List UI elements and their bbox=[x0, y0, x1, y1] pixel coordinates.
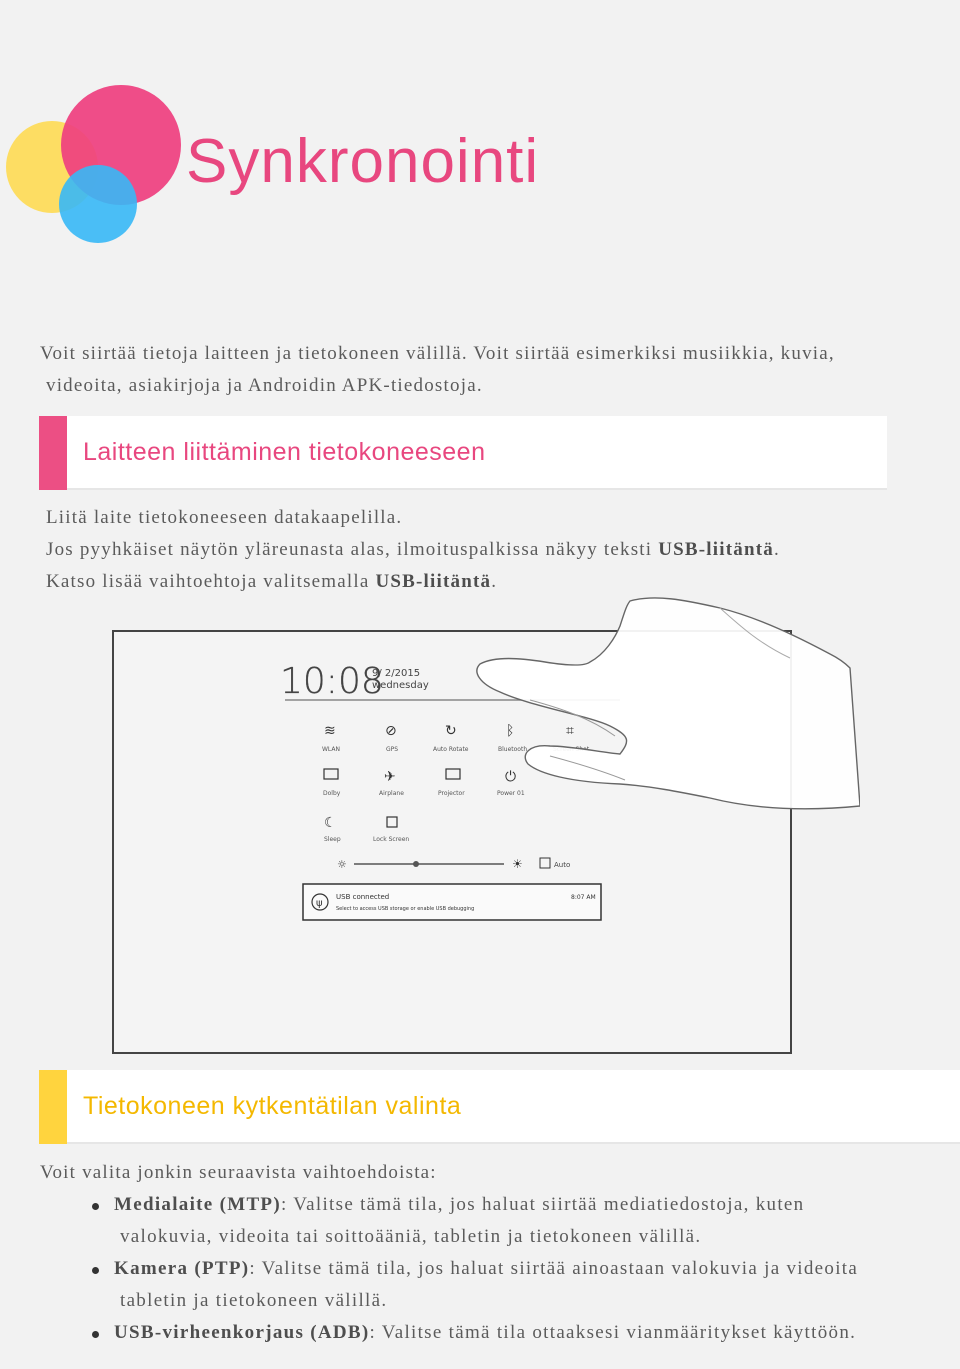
sleep-icon: ☾ bbox=[324, 815, 337, 831]
bullet-dot bbox=[92, 1267, 99, 1274]
bullet-dot bbox=[92, 1331, 99, 1338]
section-accent-bar bbox=[39, 1070, 67, 1144]
rotate-icon: ↻ bbox=[445, 723, 457, 739]
tablet-illustration bbox=[100, 596, 860, 1062]
lock-screen-label: Lock Screen bbox=[373, 836, 410, 843]
section-heading: Tietokoneen kytkentätilan valinta bbox=[83, 1092, 462, 1120]
intro-paragraph bbox=[40, 338, 920, 402]
options-instruction bbox=[46, 566, 926, 598]
bullet-dot bbox=[92, 1203, 99, 1210]
swipe-instruction bbox=[46, 534, 926, 566]
section-accent-bar bbox=[39, 416, 67, 490]
swipe-text: Jos pyyhkäiset näytön yläreunasta alas, ilmoituspalkissa näkyy teksti bbox=[46, 539, 659, 560]
gps-label: GPS bbox=[386, 746, 399, 753]
power-label: Power 01 bbox=[497, 790, 525, 797]
option-description: : Valitse tämä tila ottaaksesi vianmääritykset käyttöön. bbox=[369, 1322, 857, 1343]
usb-notification[interactable] bbox=[303, 884, 601, 920]
section-header-mode bbox=[39, 1070, 960, 1144]
wifi-icon: ≋ bbox=[324, 723, 336, 739]
option-description: : Valitse tämä tila, jos haluat siirtää mediatiedostoja, kuten bbox=[280, 1194, 805, 1215]
usb-label: USB-liitäntä bbox=[375, 571, 492, 592]
gps-icon: ⊘ bbox=[385, 723, 397, 739]
connect-instruction: Liitä laite tietokoneeseen datakaapelilla. bbox=[46, 507, 403, 528]
option-description-continued: tabletin ja tietokoneen välillä. bbox=[120, 1290, 388, 1311]
clock-time: 10:08 bbox=[280, 661, 384, 702]
brightness-high-icon: ☀ bbox=[512, 857, 523, 871]
airplane-label: Airplane bbox=[379, 790, 404, 797]
projector-label: Projector bbox=[438, 790, 465, 797]
sleep-label: Sleep bbox=[324, 836, 341, 843]
usb-symbol: ψ bbox=[316, 898, 323, 909]
option-name: USB-virheenkorjaus (ADB) bbox=[114, 1322, 370, 1343]
brightness-slider-thumb[interactable] bbox=[413, 861, 419, 867]
auto-rotate-label: Auto Rotate bbox=[433, 746, 469, 753]
clock-date: 9/ 2/2015 bbox=[372, 668, 421, 679]
period: . bbox=[773, 539, 780, 560]
option-description-continued: valokuvia, videoita tai soittoääniä, tabletin ja tietokoneen välillä. bbox=[120, 1226, 702, 1247]
options-text: Katso lisää vaihtoehtoja valitsemalla bbox=[46, 571, 376, 592]
intro-line-1: Voit siirtää tietoja laitteen ja tietokoneen välillä. Voit siirtää esimerkiksi musiikkia, kuvia, bbox=[40, 343, 835, 364]
period: . bbox=[491, 571, 498, 592]
list-item-adb bbox=[90, 1317, 940, 1349]
clock-weekday: wednesday bbox=[372, 680, 429, 691]
notification-subtitle: Select to access USB storage or enable USB debugging bbox=[336, 906, 475, 912]
mode-intro: Voit valita jonkin seuraavista vaihtoehdoista: bbox=[40, 1162, 437, 1183]
logo-overlap bbox=[59, 165, 137, 243]
notification-title: USB connected bbox=[336, 893, 390, 901]
brightness-low-icon: ☼ bbox=[337, 858, 347, 871]
wlan-label: WLAN bbox=[322, 746, 341, 753]
page-title: Synkronointi bbox=[186, 127, 540, 196]
section-divider bbox=[67, 1142, 960, 1144]
usb-label: USB-liitäntä bbox=[658, 539, 774, 560]
section1-body bbox=[46, 502, 926, 598]
mode-options-list bbox=[90, 1189, 940, 1349]
airplane-icon: ✈ bbox=[384, 769, 396, 785]
section-divider bbox=[67, 488, 887, 490]
crop-icon: ⌗ bbox=[566, 723, 574, 739]
section-heading: Laitteen liittäminen tietokoneeseen bbox=[83, 438, 486, 466]
section-header-connect bbox=[39, 416, 887, 490]
gps-tile[interactable] bbox=[385, 723, 398, 753]
auto-brightness-label: Auto bbox=[554, 861, 571, 869]
dolby-label: Dolby bbox=[323, 790, 341, 797]
notification-card bbox=[303, 884, 601, 920]
bluetooth-icon: ᛒ bbox=[506, 723, 515, 739]
option-name: Medialaite (MTP) bbox=[114, 1194, 281, 1215]
bluetooth-label: Bluetooth bbox=[498, 746, 528, 753]
notification-time: 8:07 AM bbox=[571, 894, 596, 901]
intro-line-2: videoita, asiakirjoja ja Androidin APK-tiedostoja. bbox=[46, 375, 483, 396]
list-item-mtp bbox=[90, 1189, 940, 1253]
logo-circles bbox=[0, 80, 200, 260]
power-icon: ⏻ bbox=[505, 769, 517, 785]
list-item-ptp bbox=[90, 1253, 940, 1317]
option-name: Kamera (PTP) bbox=[114, 1258, 250, 1279]
option-description: : Valitse tämä tila, jos haluat siirtää ainoastaan valokuvia ja videoita bbox=[249, 1258, 859, 1279]
